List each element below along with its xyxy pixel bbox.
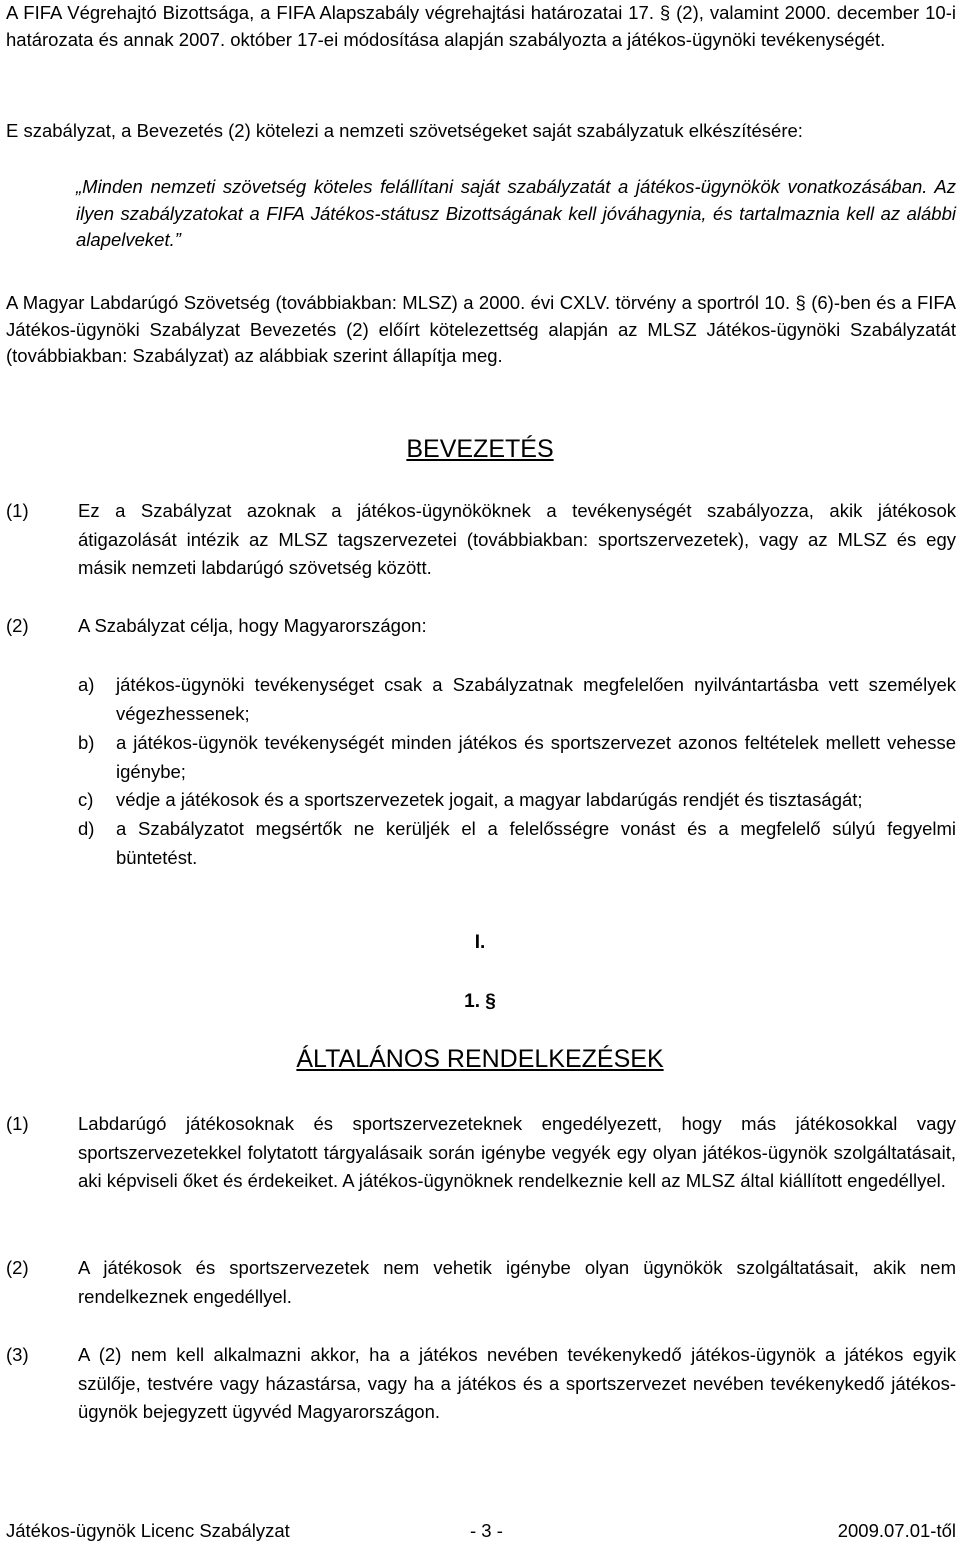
intro-paragraph-1: A FIFA Végrehajtó Bizottsága, a FIFA Alapszabály végrehajtási határozatai 17. § (2), valamint 2000. december 10-i határozata és annak 2007. október 17-ei módosítása alapján szabályozta a játékos-ügynöki tevékenységét. <box>6 2 956 50</box>
list-item-letter: c) <box>78 789 94 810</box>
list-item-b <box>78 729 956 786</box>
paragraph-text: A játékosok és sportszervezetek nem vehetik igénybe olyan ügynökök szolgáltatásait, akik nem rendelkeznek engedéllyel. <box>78 1257 956 1307</box>
list-item-text: védje a játékosok és a sportszervezetek jogait, a magyar labdarúgás rendjét és tisztaságát; <box>116 789 863 810</box>
list-item-a <box>78 671 956 728</box>
chapter-paragraph-3 <box>6 1341 956 1427</box>
bevezetes-heading: BEVEZETÉS <box>406 435 554 463</box>
page-footer <box>6 1520 956 1546</box>
paragraph-text: A Szabályzat célja, hogy Magyarországon: <box>78 615 427 636</box>
bevezetes-paragraph-2 <box>6 612 956 641</box>
list-item-c <box>78 786 956 815</box>
paragraph-number: (1) <box>6 1113 29 1134</box>
footer-effective-date: 2009.07.01-től <box>837 1520 956 1541</box>
paragraph-number: (2) <box>6 1257 29 1278</box>
list-item-text: a játékos-ügynök tevékenységét minden játékos és sportszervezet azonos feltételek mellett vehesse igénybe; <box>116 732 956 782</box>
list-item-letter: d) <box>78 818 95 839</box>
footer-page-number: - 3 - <box>470 1520 503 1541</box>
intro-paragraph-2: E szabályzat, a Bevezetés (2) kötelezi a nemzeti szövetségeket saját szabályzatuk elkészítésére: <box>6 120 803 141</box>
chapter-paragraph-2 <box>6 1254 956 1311</box>
list-item-text: a Szabályzatot megsértők ne kerüljék el a felelősségre vonást és a megfelelő súlyú fegyelmi büntetést. <box>116 818 956 868</box>
paragraph-text: A (2) nem kell alkalmazni akkor, ha a játékos nevében tevékenykedő játékos-ügynök a játékos egyik szülője, testvére vagy házastársa, vagy ha a játékos és a sportszervezet nevében tevékenykedő játékos-ügynök bejegyzett ügyvéd Magyarországon. <box>78 1344 956 1422</box>
chapter-paragraph-1 <box>6 1110 956 1196</box>
paragraph-number: (2) <box>6 615 29 636</box>
list-item-d <box>78 815 956 872</box>
paragraph-text: Ez a Szabályzat azoknak a játékos-ügynököknek a tevékenységét szabályozza, akik játékosok átigazolását intézik az MLSZ tagszervezetei (továbbiakban: sportszervezetek), vagy az MLSZ és egy másik nemzeti labdarúgó szövetség között. <box>78 500 956 578</box>
list-item-letter: a) <box>78 674 95 695</box>
intro-paragraph-3: A Magyar Labdarúgó Szövetség (továbbiakban: MLSZ) a 2000. évi CXLV. törvény a sportról 10. § (6)-ben és a FIFA Játékos-ügynöki Szabályzat Bevezetés (2) előírt kötelezettség alapján az MLSZ Játékos-ügynöki Szabályzatát (továbbiakban: Szabályzat) az alábbiak szerint állapítja meg. <box>6 292 956 366</box>
list-item-text: játékos-ügynöki tevékenységet csak a Szabályzatnak megfelelően nyilvántartásba vett személyek végezhessenek; <box>116 674 956 724</box>
altalanos-heading: ÁLTALÁNOS RENDELKEZÉSEK <box>296 1045 664 1073</box>
bevezetes-paragraph-1 <box>6 497 956 583</box>
list-item-letter: b) <box>78 732 95 753</box>
footer-document-title: Játékos-ügynök Licenc Szabályzat <box>6 1520 290 1541</box>
paragraph-number: (1) <box>6 500 29 521</box>
chapter-roman-numeral: I. <box>474 932 486 953</box>
paragraph-number: (3) <box>6 1344 29 1365</box>
fifa-quote: „Minden nemzeti szövetség köteles felállítani saját szabályzatát a játékos-ügynökök vonatkozásában. Az ilyen szabályzatokat a FIFA Játékos-státusz Bizottságának kell jóváhagynia, és tartalmaznia kell az alábbi alapelveket.” <box>76 176 956 250</box>
section-number: 1. § <box>464 991 496 1012</box>
paragraph-text: Labdarúgó játékosoknak és sportszervezeteknek engedélyezett, hogy más játékosokkal vagy sportszervezetekkel folytatott tárgyalásaik során igénybe vegyék egy olyan játékos-ügynök szolgáltatásait, aki képviseli őket és érdekeiket. A játékos-ügynöknek rendelkeznie kell az MLSZ által kiállított engedéllyel. <box>78 1113 956 1191</box>
